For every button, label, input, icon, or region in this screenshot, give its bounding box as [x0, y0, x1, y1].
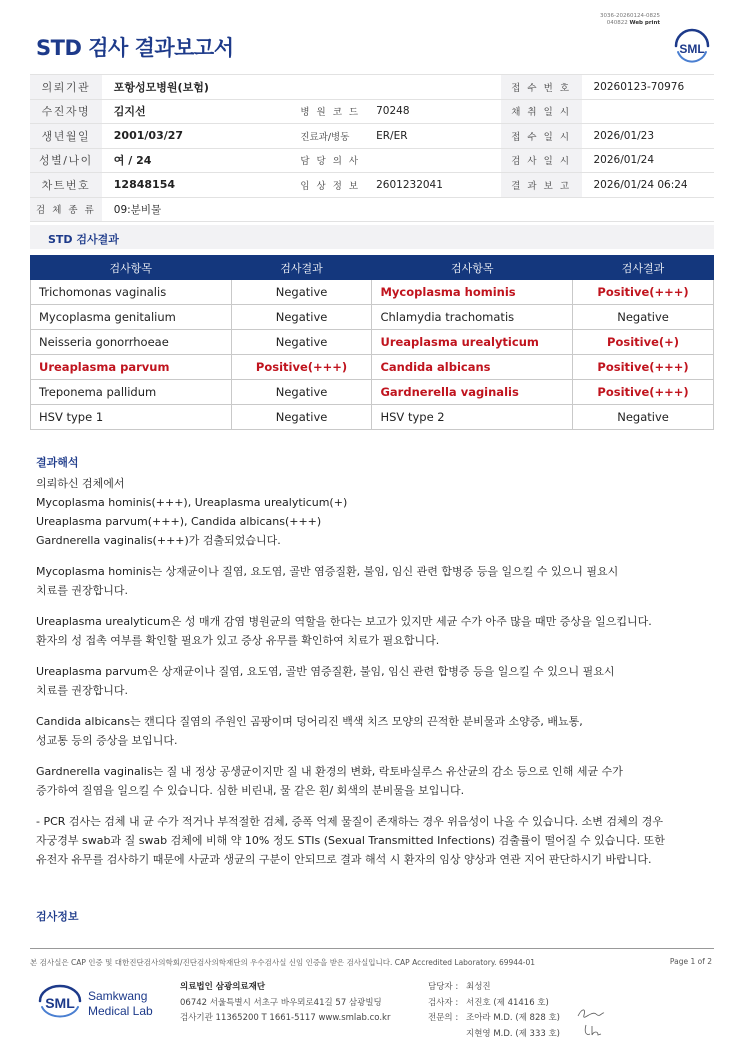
interpretation-line: Ureaplasma urealyticum은 성 매개 감염 병원균의 역할을 한다는 보고가 있지만 세균 수가 아주 많을 때만 증상을 일으킵니다.	[36, 615, 652, 628]
col-header-test: 검사항목	[31, 256, 232, 280]
organization-info	[180, 980, 390, 1027]
page-title: STD 검사 결과보고서	[36, 36, 234, 60]
staff-name: 서진호 (제 41416 호)	[466, 997, 549, 1008]
interpretation-line: 자궁경부 swab과 질 swab 검체에 비해 약 10% 정도 STIs (Sexual Transmitted Infections) 검출률이 떨어질 수 있습니다. 또한	[36, 834, 665, 847]
info-label: 채 취 일 시	[501, 99, 582, 124]
info-label: 진료과/병동	[282, 124, 366, 149]
info-label: 결 과 보 고	[501, 173, 582, 198]
test-result: Negative	[231, 330, 372, 355]
result-row	[31, 330, 714, 355]
organization-address: 06742 서울특별시 서초구 바우뫼로41길 57 삼광빌딩	[180, 997, 382, 1008]
test-name: Ureaplasma parvum	[31, 355, 232, 380]
info-value	[582, 99, 715, 124]
interpretation-line: 환자의 성 접촉 여부를 확인할 필요가 있고 증상 유무를 확인하여 치료가 필요합니다.	[36, 634, 440, 647]
test-result: Positive(+++)	[573, 355, 714, 380]
info-value: 2601232041	[366, 173, 501, 198]
organization-contact: 검사기관 11365200 T 1661-5117 www.smlab.co.kr	[180, 1013, 391, 1023]
info-label: 접 수 일 시	[501, 124, 582, 149]
info-label: 병 원 코 드	[282, 99, 366, 124]
interpretation-paragraph	[36, 612, 706, 650]
result-row	[31, 405, 714, 430]
info-row	[30, 197, 714, 222]
test-name: Mycoplasma genitalium	[31, 305, 232, 330]
interpretation-paragraph	[36, 762, 706, 800]
info-value: 김지선	[102, 99, 283, 124]
staff-name: 지현영 M.D. (제 333 호)	[466, 1028, 561, 1039]
staff-info	[428, 980, 560, 1042]
interpretation-line: Ureaplasma parvum은 상재균이나 질염, 요도염, 골반 염증질환, 불임, 임신 관련 합병증 등을 일으킬 수 있으니 필요시	[36, 665, 615, 678]
document-code-number: 040822	[606, 20, 628, 26]
interpretation-line: Gardnerella vaginalis는 질 내 정상 공생균이지만 질 내 환경의 변화, 락토바실루스 유산균의 감소 등으로 인해 세균 수가	[36, 765, 623, 778]
test-name: Treponema pallidum	[31, 380, 232, 405]
col-header-test: 검사항목	[372, 256, 573, 280]
specimen-label: 검 체 종 류	[30, 197, 102, 222]
document-code	[600, 13, 660, 27]
interpretation-paragraph	[36, 812, 706, 869]
info-value: 2026/01/23	[582, 124, 715, 149]
info-value: 여 / 24	[102, 148, 283, 173]
result-row	[31, 280, 714, 305]
info-value: 2026/01/24 06:24	[582, 173, 715, 198]
staff-name: 최성진	[466, 982, 491, 992]
info-value: 2001/03/27	[102, 124, 283, 149]
interpretation-paragraph	[36, 474, 706, 550]
staff-role: 검사자 :	[428, 997, 459, 1008]
staff-row	[428, 980, 560, 996]
test-name: Neisseria gonorrhoeae	[31, 330, 232, 355]
col-header-result: 검사결과	[573, 256, 714, 280]
info-row	[30, 75, 714, 100]
interpretation-line: 증가하여 질염을 일으킬 수 있습니다. 심한 비린내, 물 같은 흰/ 회색의 분비물을 보입니다.	[36, 784, 465, 797]
result-row	[31, 380, 714, 405]
info-label: 담 당 의 사	[282, 148, 366, 173]
document-code-line1: 3036-20260124-0825	[600, 13, 660, 19]
web-print-label: Web print	[629, 20, 660, 26]
info-label: 의뢰기관	[30, 75, 102, 100]
test-result: Positive(+++)	[231, 355, 372, 380]
organization-name: 의료법인 삼광의료재단	[180, 982, 266, 992]
interpretation-line: 성교통 등의 증상을 보입니다.	[36, 734, 178, 747]
info-row	[30, 173, 714, 198]
test-name: Mycoplasma hominis	[372, 280, 573, 305]
staff-row	[428, 1011, 560, 1027]
interpretation-line: 치료를 권장합니다.	[36, 684, 129, 697]
info-label: 성별/나이	[30, 148, 102, 173]
info-value: 70248	[366, 99, 501, 124]
interpretation-line: - PCR 검사는 검체 내 균 수가 적거나 부적절한 검체, 증폭 억제 물질이 존재하는 경우 위음성이 나올 수 있습니다. 소변 검체의 경우	[36, 815, 664, 828]
test-result: Negative	[231, 280, 372, 305]
staff-row	[428, 1027, 560, 1043]
test-name: HSV type 1	[31, 405, 232, 430]
specimen-value: 09:분비물	[102, 197, 714, 222]
test-name: Trichomonas vaginalis	[31, 280, 232, 305]
interpretation-paragraph	[36, 662, 706, 700]
page-number: Page 1 of 2	[669, 957, 712, 966]
interpretation-line: 치료를 권장합니다.	[36, 584, 129, 597]
patient-info-table	[30, 74, 714, 222]
interpretation-paragraph	[36, 712, 706, 750]
accreditation-note: 본 검사실은 CAP 인증 및 대한진단검사의학회/진단검사의학재단의 우수검사실 신임 인증을 받은 검사실입니다. CAP Accredited Laboratory. 69944-01	[30, 958, 536, 967]
interpretation-line: Mycoplasma hominis(+++), Ureaplasma urealyticum(+)	[36, 496, 348, 509]
samkwang-logo-icon	[36, 984, 176, 1020]
sml-logo-text: SML	[679, 42, 705, 56]
signature-icon	[576, 1006, 606, 1022]
interpretation-text	[36, 474, 706, 881]
staff-role: 전문의 :	[428, 1013, 459, 1023]
info-label: 차트번호	[30, 173, 102, 198]
test-result: Negative	[231, 380, 372, 405]
results-section-title: STD 검사결과	[48, 233, 119, 246]
test-result: Negative	[231, 405, 372, 430]
test-result: Negative	[573, 405, 714, 430]
footer-divider	[30, 948, 714, 949]
info-value: 20260123-70976	[582, 75, 715, 100]
test-name: Chlamydia trachomatis	[372, 305, 573, 330]
test-name: Gardnerella vaginalis	[372, 380, 573, 405]
interpretation-line: Gardnerella vaginalis(+++)가 검출되었습니다.	[36, 534, 281, 547]
staff-row	[428, 996, 560, 1012]
info-label: 검 사 일 시	[501, 148, 582, 173]
interpretation-title: 결과해석	[36, 456, 79, 469]
interpretation-line: Ureaplasma parvum(+++), Candida albicans(+++)	[36, 515, 322, 528]
interpretation-paragraph	[36, 562, 706, 600]
results-table	[30, 255, 714, 430]
test-result: Negative	[231, 305, 372, 330]
interpretation-line: 의뢰하신 검체에서	[36, 477, 125, 490]
interpretation-line: Candida albicans는 캔디다 질염의 주원인 곰팡이며 덩어리진 백색 치즈 모양의 끈적한 분비물과 소양증, 배뇨통,	[36, 715, 583, 728]
results-header-row	[31, 256, 714, 280]
info-label: 임 상 정 보	[282, 173, 366, 198]
results-section-bar	[30, 225, 714, 249]
test-name: HSV type 2	[372, 405, 573, 430]
logo-word-samkwang: Samkwang	[88, 989, 148, 1003]
test-name: Ureaplasma urealyticum	[372, 330, 573, 355]
test-name: Candida albicans	[372, 355, 573, 380]
info-value: ER/ER	[366, 124, 501, 149]
info-row	[30, 99, 714, 124]
info-value: 12848154	[102, 173, 283, 198]
staff-name: 조아라 M.D. (제 828 호)	[466, 1013, 561, 1023]
test-result: Positive(+++)	[573, 380, 714, 405]
test-result: Positive(+++)	[573, 280, 714, 305]
info-row	[30, 124, 714, 149]
signature-icon	[582, 1022, 604, 1038]
info-label: 접 수 번 호	[501, 75, 582, 100]
info-value: 포항성모병원(보험)	[102, 75, 501, 100]
test-result: Negative	[573, 305, 714, 330]
interpretation-line: Mycoplasma hominis는 상재균이나 질염, 요도염, 골반 염증질환, 불임, 임신 관련 합병증 등을 일으킬 수 있으니 필요시	[36, 565, 619, 578]
samkwang-logo-mark: SML	[45, 995, 75, 1011]
info-row	[30, 148, 714, 173]
info-label: 생년월일	[30, 124, 102, 149]
staff-role: 담당자 :	[428, 982, 459, 992]
col-header-result: 검사결과	[231, 256, 372, 280]
logo-word-medical-lab: Medical Lab	[88, 1004, 153, 1018]
test-info-title: 검사정보	[36, 910, 79, 923]
result-row	[31, 355, 714, 380]
test-result: Positive(+)	[573, 330, 714, 355]
info-value	[366, 148, 501, 173]
sml-logo-icon	[670, 24, 714, 68]
interpretation-line: 유전자 유무를 검사하기 때문에 사균과 생균의 구분이 안되므로 결과 해석 시 환자의 임상 양상과 연관 지어 판단하시기 바랍니다.	[36, 853, 652, 866]
info-value: 2026/01/24	[582, 148, 715, 173]
info-label: 수진자명	[30, 99, 102, 124]
result-row	[31, 305, 714, 330]
